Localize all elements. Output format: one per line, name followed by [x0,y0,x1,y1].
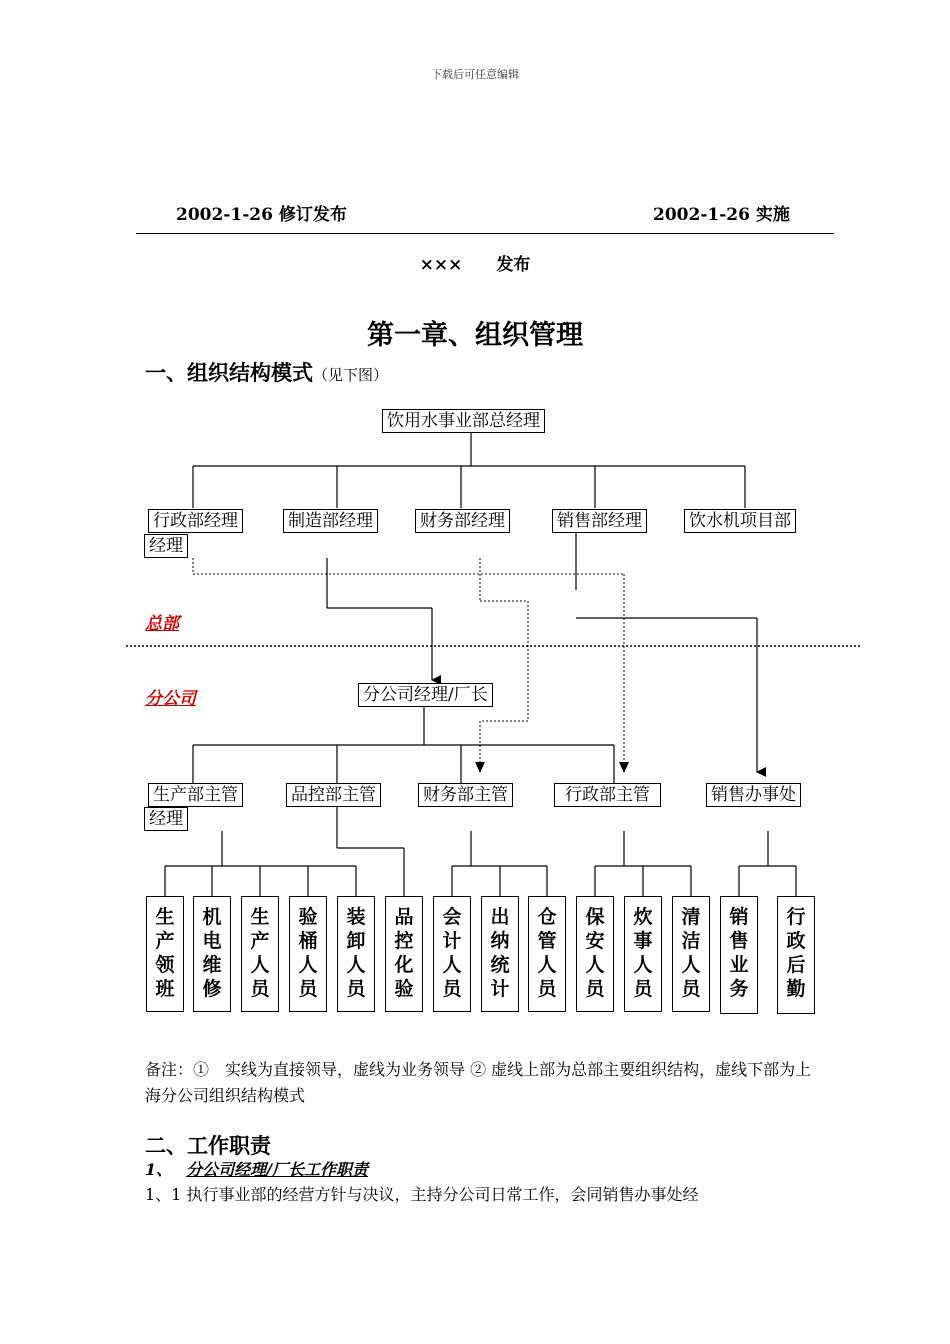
section2-paragraph: 1、1 执行事业部的经营方针与决议，主持分公司日常工作，会同销售办事处经 [145,1185,699,1204]
section1-note: （见下图） [313,366,389,384]
effective-date: 2002-1-26 实施 [653,205,790,225]
staff-quality-lab: 品控化验 [385,896,423,1012]
hq-admin-manager-box: 行政部经理 [148,509,243,533]
staff-loaders: 装卸人员 [337,896,375,1012]
hq-water-dispenser-dept-box: 饮水机项目部 [684,509,796,533]
staff-cooks: 炊事人员 [624,896,662,1012]
chart-remark: 备注：① 实线为直接领导，虚线为业务领导 ② 虚线上部为总部主要组织结构，虚线下部为上海分公司组织结构模式 [145,1060,812,1105]
section2-title: 二、工作职责 [145,1133,271,1158]
section1-title: 一、组织结构模式 [145,360,313,385]
staff-production-workers: 生产人员 [241,896,279,1012]
branch-finance-supervisor-box: 财务部主管 [418,783,513,807]
branch-quality-supervisor-box: 品控部主管 [286,783,381,807]
subheading-title: 分公司经理/厂长工作职责 [186,1160,368,1179]
staff-bucket-inspectors: 验桶人员 [289,896,327,1012]
general-manager-box: 饮用水事业部总经理 [382,409,545,433]
branch-manager-box: 分公司经理/厂长 [358,683,493,707]
staff-warehouse-keepers: 仓管人员 [528,896,566,1012]
region-label-branch: 分公司 [145,689,196,709]
publisher-action: 发布 [496,255,531,275]
hq-admin-manager-box-line2: 经理 [144,534,188,558]
hq-finance-manager-box: 财务部经理 [415,509,510,533]
staff-production-foreman: 生产领班 [146,896,184,1012]
staff-accountants: 会计人员 [433,896,471,1012]
staff-electromechanical-maintenance: 机电维修 [193,896,231,1012]
staff-admin-logistics: 行政后勤 [777,896,815,1014]
region-label-hq: 总部 [145,614,179,634]
chapter-title: 第一章、组织管理 [367,320,583,351]
hq-sales-manager-box: 销售部经理 [552,509,647,533]
publisher-name: ××× [419,255,463,275]
revision-release-date: 2002-1-26 修订发布 [176,205,347,225]
branch-admin-supervisor-box: 行政部主管 [554,783,661,807]
subheading-number: 1、 [145,1160,173,1179]
section2-subheading [145,1157,368,1180]
staff-sales-business: 销售业务 [720,896,758,1014]
hq-manufacturing-manager-box: 制造部经理 [283,509,378,533]
branch-production-supervisor-box-line2: 经理 [144,807,188,831]
staff-security: 保安人员 [576,896,614,1012]
staff-cleaners: 清洁人员 [672,896,710,1012]
branch-sales-office-box: 销售办事处 [706,783,801,807]
branch-production-supervisor-box: 生产部主管 [148,783,243,807]
header-watermark: 下载后可任意编辑 [431,68,519,81]
staff-cashier-statistics: 出纳统计 [481,896,519,1012]
